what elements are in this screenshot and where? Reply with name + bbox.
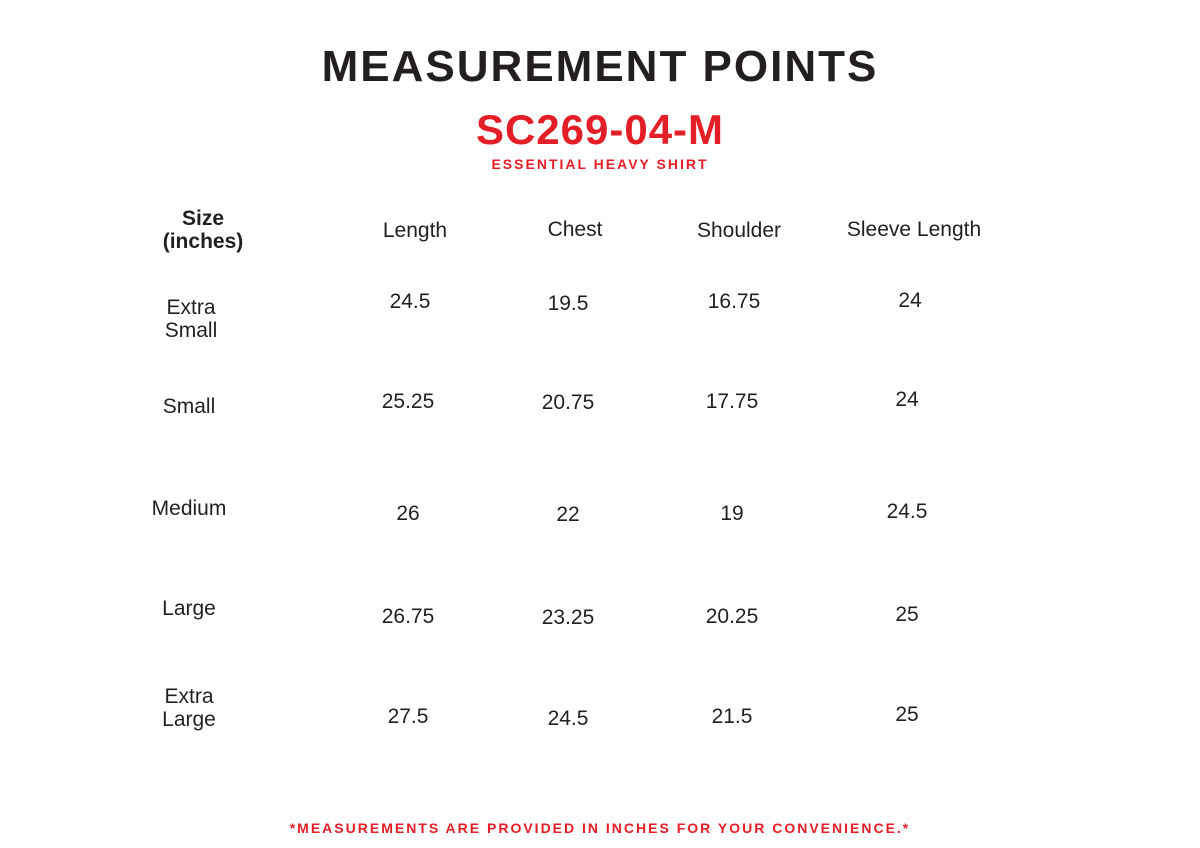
table-cell-shoulder: 17.75 bbox=[705, 390, 759, 413]
size-label-line1: Extra bbox=[164, 685, 214, 708]
table-cell-chest: 19.5 bbox=[547, 292, 589, 315]
table-cell-chest: 20.75 bbox=[541, 391, 595, 414]
size-header-line1: Size bbox=[181, 207, 225, 230]
table-cell-length: 24.5 bbox=[389, 290, 431, 313]
column-header-shoulder: Shoulder bbox=[696, 219, 782, 242]
page-title: MEASUREMENT POINTS bbox=[321, 42, 879, 91]
size-header bbox=[143, 207, 263, 253]
product-name: ESSENTIAL HEAVY SHIRT bbox=[491, 156, 709, 172]
table-cell-chest: 23.25 bbox=[541, 606, 595, 629]
column-header-chest: Chest bbox=[547, 218, 603, 241]
table-cell-shoulder: 16.75 bbox=[707, 290, 761, 313]
size-label-line1: Medium bbox=[151, 497, 227, 520]
table-row-size-label bbox=[131, 296, 251, 342]
table-cell-length: 26 bbox=[396, 502, 420, 525]
table-cell-length: 27.5 bbox=[387, 705, 429, 728]
size-label-line2: Small bbox=[164, 319, 218, 342]
column-header-length: Length bbox=[382, 219, 448, 242]
size-label-line1: Extra bbox=[166, 296, 216, 319]
table-cell-sleeve-length: 24 bbox=[898, 289, 922, 312]
table-cell-chest: 22 bbox=[556, 503, 580, 526]
table-cell-shoulder: 21.5 bbox=[711, 705, 753, 728]
column-header-sleeve-length: Sleeve Length bbox=[846, 218, 982, 241]
table-cell-length: 26.75 bbox=[381, 605, 435, 628]
table-cell-length: 25.25 bbox=[381, 390, 435, 413]
size-header-line2: (inches) bbox=[162, 230, 244, 253]
table-row-size-label bbox=[129, 597, 249, 620]
table-cell-chest: 24.5 bbox=[547, 707, 589, 730]
table-cell-sleeve-length: 24.5 bbox=[886, 500, 928, 523]
table-row-size-label bbox=[129, 497, 249, 520]
table-cell-sleeve-length: 25 bbox=[895, 703, 919, 726]
footnote: *MEASUREMENTS ARE PROVIDED IN INCHES FOR YOUR CONVENIENCE.* bbox=[289, 820, 911, 836]
product-code: SC269-04-M bbox=[475, 106, 725, 153]
table-cell-sleeve-length: 25 bbox=[895, 603, 919, 626]
table-cell-shoulder: 19 bbox=[720, 502, 744, 525]
size-label-line1: Small bbox=[162, 395, 216, 418]
table-row-size-label bbox=[129, 395, 249, 418]
table-cell-shoulder: 20.25 bbox=[705, 605, 759, 628]
size-label-line1: Large bbox=[162, 597, 216, 620]
table-cell-sleeve-length: 24 bbox=[895, 388, 919, 411]
size-label-line2: Large bbox=[162, 708, 216, 731]
table-row-size-label bbox=[129, 685, 249, 731]
